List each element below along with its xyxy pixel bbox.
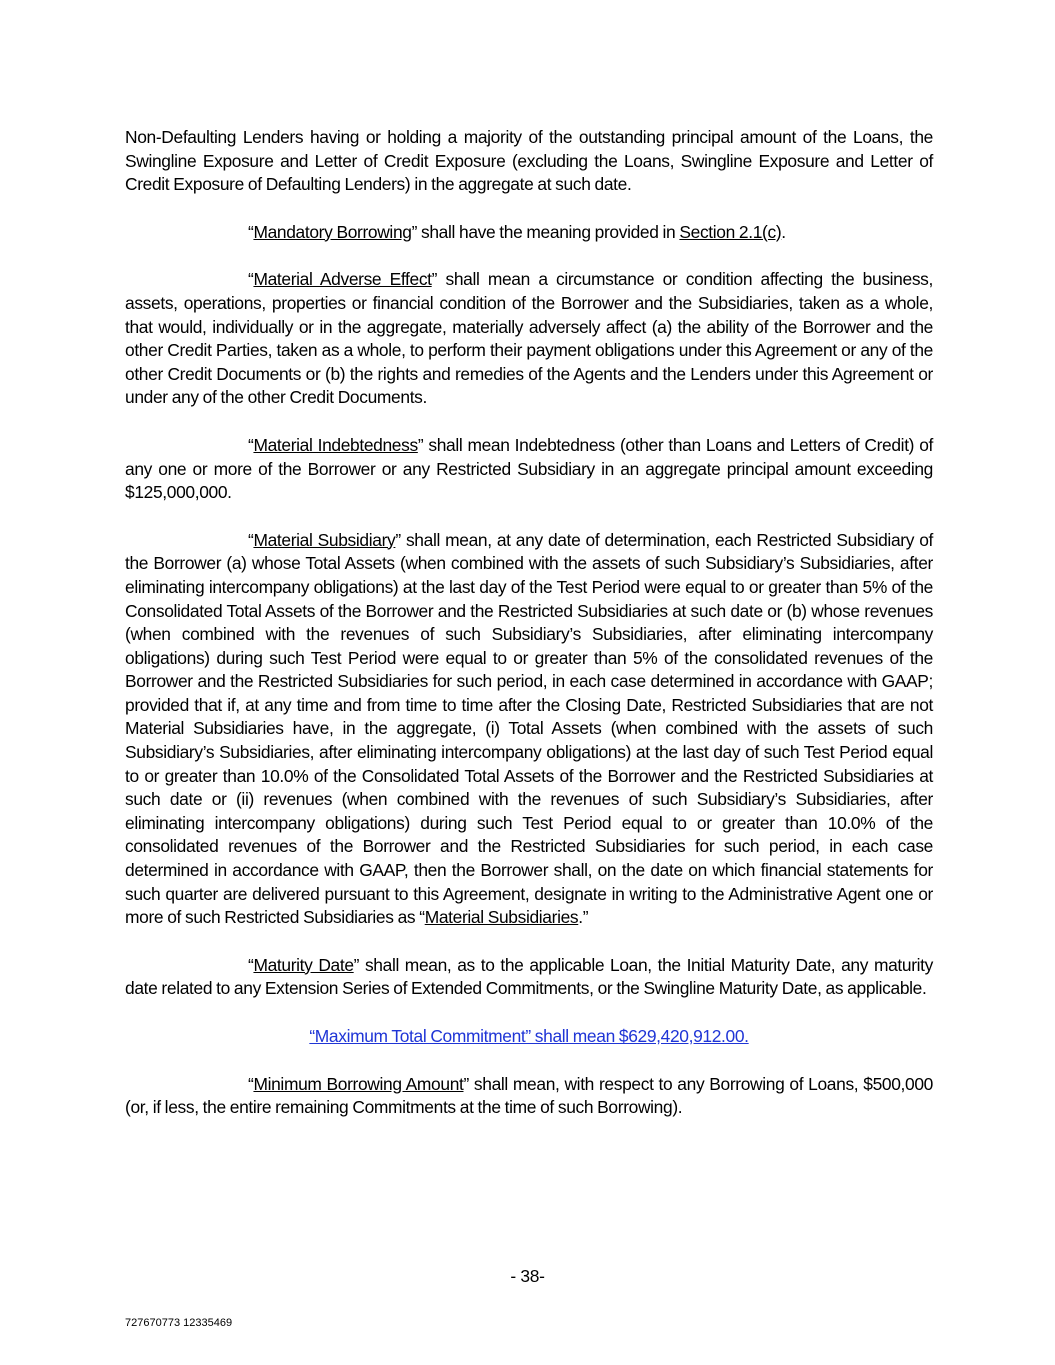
paragraph-text: Non-Defaulting Lenders having or holding a majority of the outstanding principal amount of the Loans, the Swingline Exposure and Letter of Credit Exposure (excluding the Loans, Swingline Exposure and Letter of Credit Exposure of Defaulting Lenders) in the aggregate at such date.: [125, 127, 933, 195]
paragraph-text: ” shall mean, as to the applicable Loan, the Initial Maturity Date, any maturity date related to any Extension Series of Extended Commitments, or the Swingline Maturity Date, as applicable.: [125, 954, 933, 999]
paragraph-text: ” shall mean, at any date of determination, each Restricted Subsidiary of the Borrower (a) whose Total Assets (when combined with the assets of such Subsidiary’s Subsidiaries, after eliminating intercompany obligations) at the last day of the Test Period were equal to or greater than 5% of the Consolidated Total Assets of the Borrower and the Restricted Subsidiaries at such date or (b) whose revenues (when combined with the revenues of such Subsidiary’s Subsidiaries, after eliminating intercompany obligations) during such Test Period were equal to or greater than 5% of the consolidated revenues of the Borrower and the Restricted Subsidiaries for such period, in each case determined in accordance with GAAP; provided that if, at any time and from time to time after the Closing Date, Restricted Subsidiaries that are not Material Subsidiaries have, in the aggregate, (i) Total Assets (when combined with the assets of such Subsidiary’s Subsidiaries, after eliminating intercompany obligations) at the last day of such Test Period equal to or greater than 10.0% of the Consolidated Total Assets of the Borrower and the Restricted Subsidiaries at such date or (ii) revenues (when combined with the revenues of such Subsidiary’s Subsidiaries, after eliminating intercompany obligations) during such Test Period equal to or greater than 10.0% of the consolidated revenues of the Borrower and the Restricted Subsidiaries for such period, in each case determined in accordance with GAAP, then the Borrower shall, on the date on which financial statements for such quarter are delivered pursuant to this Agreement, designate in writing to the Administrative Agent one or more of such Restricted Subsidiaries as “: [125, 529, 934, 928]
document-id: 727670773 12335469: [125, 1317, 233, 1329]
defined-term: Maturity Date: [253, 954, 354, 975]
paragraph-text: .”: [578, 907, 589, 928]
section-reference-link[interactable]: Section 2.1(c): [679, 221, 782, 242]
paragraph-text: ” shall mean Indebtedness (other than Loans and Letters of Credit) of any one or more of the Borrower or any Restricted Subsidiary in an aggregate principal amount exceeding $125,000,000.: [125, 434, 934, 503]
paragraph-text: “: [248, 1073, 254, 1094]
paragraph-maximum-total-commitment: [125, 1025, 933, 1049]
paragraph-text: “: [248, 954, 254, 975]
paragraph-text: ” shall mean, with respect to any Borrowing of Loans, $500,000 (or, if less, the entire remaining Commitments at the time of such Borrowing).: [125, 1073, 933, 1118]
paragraph-minimum-borrowing-amount: [125, 1073, 933, 1120]
inserted-text-revision: “Maximum Total Commitment” shall mean $629,420,912.00.: [309, 1026, 749, 1046]
paragraph-text: .: [781, 221, 786, 242]
paragraph-text: “: [248, 434, 254, 455]
defined-term: Material Subsidiary: [253, 529, 396, 550]
paragraph-text: “: [248, 529, 254, 550]
paragraph-text: ” shall have the meaning provided in: [411, 221, 680, 242]
paragraph-material-subsidiary: [125, 529, 933, 930]
paragraph-material-adverse-effect: [125, 268, 933, 410]
paragraph-text: ” shall mean a circumstance or condition affecting the business, assets, operations, properties or financial condition of the Borrower and the Subsidiaries, taken as a whole, that would, individually or in the aggregate, materially adversely affect (a) the ability of the Borrower and the other Credit Parties, taken as a whole, to perform their payment obligations under this Agreement or any of the other Credit Documents or (b) the rights and remedies of the Agents and the Lenders under this Agreement or under any of the other Credit Documents.: [125, 269, 933, 408]
paragraph-text: “: [248, 269, 254, 290]
paragraph-mandatory-borrowing: [125, 221, 933, 245]
paragraph-continuation: [125, 126, 933, 197]
defined-term: Mandatory Borrowing: [253, 221, 412, 242]
page-number: - 38-: [510, 1266, 545, 1286]
paragraph-maturity-date: [125, 954, 933, 1001]
paragraph-material-indebtedness: [125, 434, 933, 505]
paragraph-text: “: [248, 221, 254, 242]
defined-term: Minimum Borrowing Amount: [253, 1073, 464, 1094]
document-body: [125, 126, 933, 1144]
defined-term: Material Indebtedness: [253, 434, 418, 455]
defined-term: Material Subsidiaries: [424, 907, 579, 928]
defined-term: Material Adverse Effect: [253, 269, 432, 290]
